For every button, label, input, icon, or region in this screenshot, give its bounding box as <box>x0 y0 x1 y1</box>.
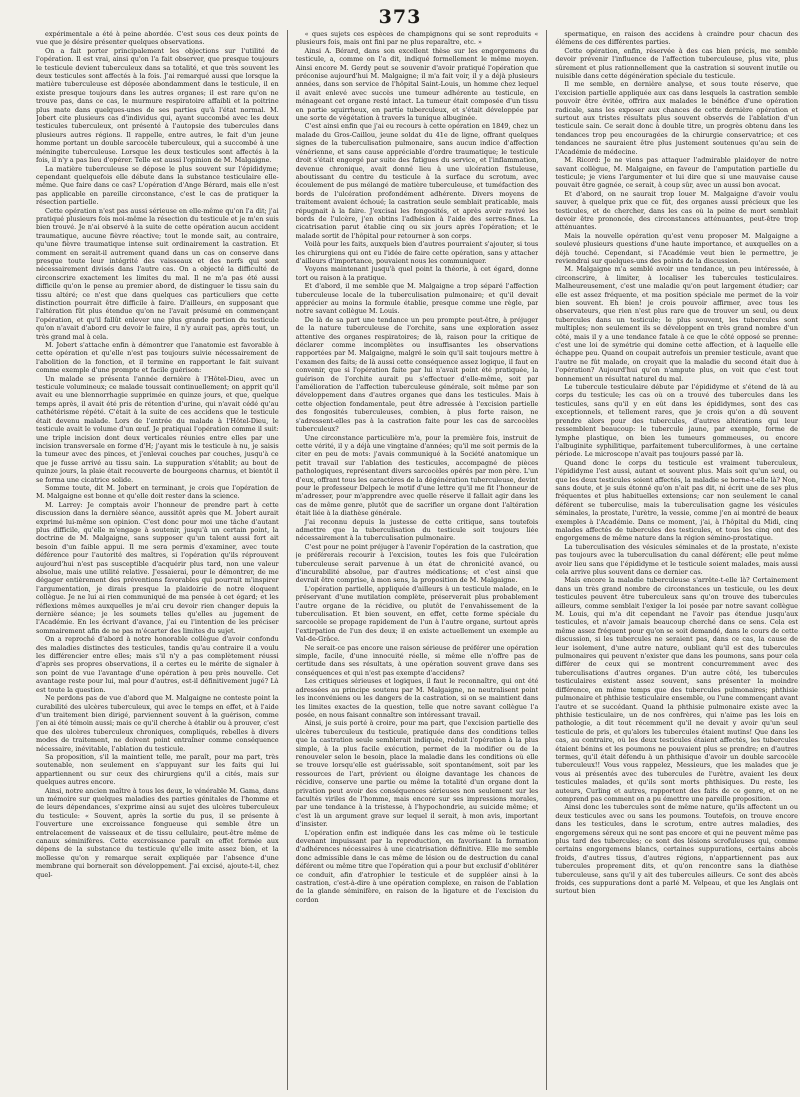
paragraph: M. Jobert s'attache enfin à démontrer que l'anatomie est favorable à cette opération et qu'elle n'est pas toujours suivie nécessairement de l'abolition de la fonction, et il termine en rapportant le fait suivant comme exemple d'une prompte et facile guérison: <box>36 341 279 375</box>
paragraph: expérimentale a été à peine abordée. C'est sous ces deux points de vue que je désire présenter quelques observations. <box>36 30 279 47</box>
paragraph: Et d'abord, on ne saurait trop louer M. Malgaigne d'avoir voulu sauver, à quelque prix que ce fût, des organes aussi précieux que les testicules, et de chercher, dans les cas où la peine de mort semblait devoir être prononcée, des circonstances atténuantes, peut-être trop atténuantes. <box>555 189 798 232</box>
paragraph: L'opération partielle, appliquée d'ailleurs à un testicule malade, en le préservant d'une mutilation complète, préserverait plus probablement l'autre organe de la récidive, ou plutôt de l'envahissement de la tuberculisation. Et bien souvent, en effet, cette forme spéciale du sarcocèle se propage rapidement de l'un à l'autre organe, surtout après l'extirpation de l'un des deux; il en existe actuellement un exemple au Val-de-Grâce. <box>295 584 539 644</box>
paragraph: Somme toute, dit M. Jobert en terminant, je crois que l'opération de M. Malgaigne est bonne et qu'elle doit rester dans la science. <box>36 483 279 501</box>
paragraph: Une circonstance particulière m'a, pour la première fois, instruit de cette vérité, il y a déjà une vingtaine d'années; qu'il me soit permis de la citer en peu de mots: j'avais communiqué à la Société anatomique un petit travail sur l'ablation des testicules, accompagné de pièces pathologiques, représentant divers sarcocèles opérés par mon père. L'un d'eux, offrant tous les caractères de la dégénération tuberculeuse, devint pour le professeur Delpech le motif d'une lettre qu'il me fit l'honneur de m'adresser, pour m'apprendre avec quelle réserve il fallait agir dans les cas de même genre, plutôt que de sacrifier un organe dont l'altération était liée à la diathèse générale. <box>295 433 539 518</box>
paragraph: M. Ricord: Je ne viens pas attaquer l'admirable plaidoyer de notre savant collègue, M. Malgaigne, en faveur de l'amputation partielle du testicule; je viens l'argumenter et lui dire que si une mauvaise cause pouvait être gagnée, ce serait, à coup sûr, avec un aussi bon avocat. <box>555 156 798 190</box>
paragraph: Cette opération, enfin, réservée à des cas bien précis, me semble devoir prévenir l'influence de l'affection tuberculeuse, plus vite, plus sûrement et plus rationnellement que la castration si souvent inutile ou nuisible dans cette dégénération spéciale du testicule. <box>555 46 798 81</box>
paragraph: Mais encore la maladie tuberculeuse s'arrête-t-elle là? Certainement dans un très grand nombre de circonstances un testicule, ou les deux testicules peuvent être tuberculeux sans qu'on trouve des tubercules ailleurs, comme semblait l'exiger la loi posée par notre savant collègue M. Louis, qui m'a dit cependant ne l'avoir pas étendue jusqu'aux testicules, et n'avoir jamais beaucoup cherché dans ce sens. Cela est même assez fréquent pour qu'on se soit demandé, dans le cours de cette discussion, si les tubercules ne seraient pas, dans ce cas, la cause de leur isolement, d'une autre nature, oubliant qu'il est des tubercules pulmonaires qui peuvent n'exister que dans les poumons, sans pour cela différer de ceux qui se montrent concurremment avec des tuberculisations d'autres organes. D'un autre côté, les tubercules testiculaires existent assez souvent, sans présenter la moindre différence, en même temps que des tubercules pulmonaires; phthisie pulmonaire et phthisie testiculaire ensemble, ou l'une commençant avant l'autre et se succédant. Quand la phthisie pulmonaire existe avec la phthisie testiculaire, un de nos confrères, qui n'aime pas les lois en pathologie, a dit tout récemment qu'il ne devait y avoir qu'un seul testicule de pris, et qu'alors les tubercules étaient mutins! Que dans les cas, au contraire, où les deux testicules étaient affectés, les tubercules étaient bénins et les poumons ne pouvaient plus se prendre; en d'autres termes, qu'il était défendu à un phthisique d'avoir un double sarcocèle tuberculeux!! Vous vous rappelez, Messieurs, que les malades que je vous ai présentés avec des tubercules de l'urètre, avaient les deux testicules malades, et qu'ils sont morts phthisiques. Du reste, les auteurs, Curling et autres, rapportent des faits de ce genre, et on ne comprend pas comment on a pu émettre une pareille proposition. <box>555 576 798 803</box>
paragraph: spermatique, en raison des accidens à craindre pour chacun des élémens de ces différentes parties. <box>555 30 798 47</box>
paragraph: La matière tuberculeuse se dépose le plus souvent sur l'épididyme; cependant quelquefois elle débute dans la substance testiculaire elle-même. Que faire dans ce cas? L'opération d'Ange Bérard, mais elle n'est pas applicable en pareille circonstance, c'est le cas de pratiquer la résection partielle. <box>36 164 279 207</box>
paragraph: Voilà pour les faits, auxquels bien d'autres pourraient s'ajouter, si tous les chirurgiens qui ont eu l'idée de faire cette opération, sans y attacher d'ailleurs d'importance, pouvaient nous les communiquer. <box>295 240 539 265</box>
paragraph: Ainsi, je suis porté à croire, pour ma part, que l'excision partielle des ulcères tuberculeux du testicule, pratiquée dans des conditions telles que la castration seule semblerait indiquée, réduit l'opération à la plus simple, à la plus facile exécution, permet de la modifier ou de la renouveler selon le besoin, place la maladie dans les conditions où elle se trouve lorsqu'elle est guérissable, soit spontanément, soit par les ressources de l'art, prévient ou éloigne davantage les chances de récidive, conserve une partie ou même la totalité d'un organe dont la privation peut avoir des conséquences sérieuses non seulement sur les facultés viriles de l'homme, mais encore sur ses impressions morales, par une tendance à la tristesse, à l'hypochondrie, au suicide même; et c'est là un argument grave sur lequel il serait, à mon avis, important d'insister. <box>295 719 539 829</box>
paragraph: Cette opération n'est pas aussi sérieuse en elle-même qu'on l'a dit; j'ai pratiqué plusieurs fois moi-même la résection du testicule et je m'en suis bien trouvé. Je n'ai observé à la suite de cette opération aucun accident traumatique, aucune fièvre réactive; tout le monde sait, au contraire, qu'une fièvre traumatique intense suit ordinairement la castration. Et comment en serait-il autrement quand dans un cas on conserve dans presque toute leur intégrité des vaisseaux et des nerfs qui sont nécessairement divisés dans l'autre cas. On a objecté la difficulté de circonscrire exactement les limites du mal. Il ne m'a pas été aussi difficile qu'on le pense au premier abord, de distinguer le tissu sain du tissu altéré; ce n'est que dans quelques cas particuliers que cette distinction pourrait être difficile à faire. D'ailleurs, en supposant que l'altération fût plus étendue qu'on ne l'avait présumé en commençant l'opération, et qu'il fallût enlever une plus grande portion du testicule qu'on n'avait d'abord cru devoir le faire, il n'y aurait pas, après tout, un très grand mal à cela. <box>36 206 279 341</box>
paragraph: On a fait porter principalement les objections sur l'utilité de l'opération. Il est vrai, ainsi qu'on l'a fait observer, que presque toujours le testicule devient tuberculeux dans sa totalité, et que très souvent les deux testicules sont affectés à la fois. J'ai remarqué aussi que lorsque la matière tuberculeuse est déposée abondamment dans le testicule, il en existe presque toujours dans les autres organes; il est rare qu'on ne trouve pas, dans ce cas, le murmure respiratoire affaibli et la poitrine plus mate dans quelques-unes de ses parties qu'à l'état normal. M. Jobert cite plusieurs cas d'individus qui, ayant succombé avec les deux testicules tuberculeux, ont présenté à l'autopsie des tubercules dans plusieurs autres régions. Il rappelle, entre autres, le fait d'un jeune homme portant un double sarcocèle tuberculeux, qui a succombé à une méningite tuberculeuse. Lorsque les deux testicules sont affectés à la fois, il n'y a pas lieu d'opérer. Telle est aussi l'opinion de M. Malgaigne. <box>36 46 279 165</box>
paragraph: Il me semble, en dernière analyse, et sous toute réserve, que l'excision partielle appliquée aux cas dans lesquels la castration semble pouvoir être évitée, offrira aux malades le bénéfice d'une opération radicale, sans les exposer aux chances de cette dernière opération et surtout aux tristes résultats plus souvent observés de l'ablation d'un testicule sain. Ce serait donc à double titre, un progrès obtenu dans les tendances trop peu encouragées de la chirurgie conservatrice; et ces tendances ne sauraient être plus justement soutenues qu'au sein de l'Académie de médecine. <box>555 80 798 156</box>
paragraph: Sa proposition, s'il la maintient telle, me paraît, pour ma part, très soutenable, non seulement en s'appuyant sur les faits qui lui appartiennent ou sur ceux des chirurgiens qu'il a cités, mais sur quelques autres encore. <box>36 752 279 787</box>
paragraph: « ques sujets ces espèces de champignons qui se sont reproduits « plusieurs fois, mais ont fini par ne plus reparaître, etc. » <box>295 30 539 47</box>
paragraph: Voyons maintenant jusqu'à quel point la théorie, à cet égard, donne tort ou raison à la pratique. <box>295 265 539 282</box>
paragraph: C'est ainsi enfin que j'ai eu recours à cette opération en 1849, chez un malade du Gros-Caillou, jeune soldat du 41e de ligne, offrant quelques signes de la tuberculisation pulmonaire, sans aucun indice d'affection vénérienne, et sans cause appréciable d'ordre traumatique; le testicule droit s'était engorgé par suite des fatigues du service, et l'inflammation, devenue chronique, avait donné lieu à une ulcération fistuleuse, aboutissant du centre du testicule à la surface du scrotum, avec écoulement de pus mélangé de matière tuberculeuse, et tuméfaction des bords de l'ulcération profondément adhérente. Divers moyens de traitement avaient échoué; la castration seule semblait praticable, mais répugnait à la faire. J'excisai les fongosités, et après avoir ravivé les bords de l'ulcère, j'en obtins l'adhésion à l'aide des serres-fines. La cicatrisation parut établie cinq ou six jours après l'opération; et le malade sortit de l'hôpital pour retourner à son corps. <box>295 122 539 240</box>
paragraph: Quand donc le corps du testicule est vraiment tuberculeux, l'épididyme l'est aussi, autant et souvent plus. Mais soit qu'un seul, ou que les deux testicules soient affectés, la maladie se borne-t-elle là? Non, sans doute, et je suis étonné qu'on n'ait pas dit, ni écrit une de ses plus fréquentes et plus habituelles extensions; car non seulement le canal déférent se tuberculise, mais la tuberculisation gagne les vésicules séminales, la prostate, l'urètre, la vessie, comme j'en ai montré de beaux exemples à l'Académie. Dans ce moment, j'ai, à l'hôpital du Midi, cinq malades affectés de tubercules des testicules, et tous les cinq ont des engorgemens de même nature dans la région sémino-prostatique. <box>555 458 798 543</box>
paragraph: Mais la nouvelle opération qu'est venu proposer M. Malgaigne a soulevé plusieurs questions d'une haute importance, et auxquelles on a déjà touché. Cependant, si l'Académie veut bien le permettre, je reviendrai sur quelques-uns des points de la discussion. <box>555 231 798 265</box>
paragraph: Ainsi A. Bérard, dans son excellent thèse sur les engorgemens du testicule, a, comme on l'a dit, indiqué formellement le même moyen. Ainsi encore M. Gerdy peut se souvenir d'avoir pratiqué l'opération que préconise aujourd'hui M. Malgaigne; il m'a fait voir, il y a déjà plusieurs années, dans son service de l'hôpital Saint-Louis, un homme chez lequel il avait enlevé avec succès une tumeur adhérente au testicule, en ménageant cet organe resté intact. La tumeur était composée d'un tissu en partie squirrheux, en partie tuberculeux, et s'était développée par une sorte de végétation à travers la tunique albuginée. <box>295 46 539 123</box>
paragraph: De là de sa part une tendance un peu prompte peut-être, à préjuger de la nature tuberculeuse de l'orchite, sans une exploration assez attentive des organes respiratoires; de là, raison pour la critique de déclarer comme incomplètes ou insuffisantes les observations rapportées par M. Malgaigne, malgré le soin qu'il sait toujours mettre à l'examen des faits; de là aussi cette conséquence assez logique, il faut en convenir, que si l'opération faite par lui n'avait point été pratiquée, la guérison de l'orchite aurait pu s'effectuer d'elle-même, soit par l'amélioration de l'affection tuberculeuse générale, soit même par son développement dans d'autres organes que dans les testicules. Mais à cette objection fondamentale, peut être adressée à l'excision partielle des fongosités tuberculeuses, combien, à plus forte raison, ne s'adressent-elles pas à la castration faite pour les cas de sarcocèles tuberculeux? <box>295 315 539 434</box>
paragraph: La tuberculisation des vésicules séminales et de la prostate, n'existe pas toujours avec la tuberculisation du canal déférent; elle peut même avoir lieu sans que l'épididyme et le testicule soient malades, mais aussi cela arrive plus souvent dans ce dernier cas. <box>555 542 798 576</box>
column-right <box>555 30 798 1090</box>
paragraph: J'ai reconnu depuis la justesse de cette critique, sans toutefois admettre que la tuberculisation du testicule soit toujours liée nécessairement à la tuberculisation pulmonaire. <box>295 517 539 543</box>
column-middle <box>296 30 539 1090</box>
paragraph: Le tubercule testiculaire débute par l'épididyme et s'étend de là au corps du testicule; les cas où on a trouvé des tubercules dans les testicules, sans qu'il y en eût dans les épididymes, sont des cas exceptionnels, et tellement rares, que je crois qu'on a dû souvent prendre alors pour des tubercules, d'autres altérations qui leur ressemblent beaucoup: le tubercule jaune, par exemple, forme de lymphe plastique, on bien les tumeurs gommeuses, ou encore l'albuginite syphilitique, parfaitement tuberculiformes, à une certaine période. Le microscope n'avait pas toujours passé par là. <box>555 383 798 459</box>
paragraph: Les critiques sérieuses et logiques, il faut le reconnaître, qui ont été adressées au principe soutenu par M. Malgaigne, ne neutralisent point les inconvéniens ou les dangers de la castration, si on se maintient dans les limites exactes de la question, telle que notre savant collègue l'a posée, en nous faisant connaître son intéressant travail. <box>295 677 539 719</box>
paragraph: M. Malgaigne m'a semblé avoir une tendance, un peu intéressée, à circonscrire, à limiter, à localiser les tubercules testiculaires. Malheureusement, c'est une maladie qu'on peut largement étudier; car elle est assez fréquente, et ma position spéciale me permet de la voir bien souvent. Eh bien! je crois pouvoir affirmer, avec tous les observateurs, que rien n'est plus rare que de trouver un seul, ou deux tubercules dans un testicule; le plus souvent, les tubercules sont multiples; non seulement ils se développent en très grand nombre d'un côté, mais il y a une tendance fatale à ce que le côté opposé se prenne: c'est une loi de symétrie qui domine cette affection, et à laquelle elle échappe peu. Quand on coupait autrefois un premier testicule, avant que l'autre ne fût malade, on croyait que la maladie du second était due à l'opération? Aujourd'hui qu'on n'ampute plus, on voit que c'est tout bonnement un résultat naturel du mal. <box>555 265 798 383</box>
article-body <box>36 30 798 1090</box>
paragraph: On a reproché d'abord à notre honorable collègue d'avoir confondu des maladies distinctes des testicules, tandis qu'au contraire il a voulu les différencier entre elles; mais s'il n'y a pas complètement réussi d'après ses propres observations, il a certes eu le mérite de signaler à son point de vue l'avantage d'une opération à peu près nouvelle. Cet avantage reste pour lui, mal pour d'autres, est-il définitivement jugé? Là est toute la question. <box>36 635 279 694</box>
paragraph: Ainsi donc les tubercules sont de même nature, qu'ils affectent un ou deux testicules avec ou sans les poumons. Toutefois, on trouve encore dans les testicules, dans le scrotum, entre autres maladies, des engorgemens séreux qui ne sont pas encore et qui ne peuvent même pas plus tard des tubercules; ce sont des lésions scrofuleuses qui, comme certains engorgemens blancs, certaines suppurations, certains abcès froids, d'autres tissus, d'autres régions, n'appartiennent pas aux tubercules proprement dits, et qu'on rencontre sans la diathèse tuberculeuse, sans qu'il y ait des tubercules ailleurs. Ce sont des abcès froids, ces suppurations dont a parlé M. Velpeau, et que les Anglais ont surtout bien <box>555 803 798 896</box>
column-divider <box>287 30 288 1090</box>
page-number: 373 <box>378 6 422 28</box>
paragraph: Un malade se présenta l'année dernière à l'Hôtel-Dieu, avec un testicule volumineux; ce malade toussait continuellement; on apprit qu'il avait eu une blennorrhagie supprimée en quinze jours, et que, quelque temps après, il avait été pris de rétention d'urine, qui n'avait cédé qu'au cathétérisme répété. C'était à la suite de ces accidens que le testicule était devenu malade. Lors de l'entrée du malade à l'Hôtel-Dieu, le testicule avait le volume d'un œuf. Je pratiquai l'opération comme il suit: une triple incision dont deux verticales réunies entre elles par une incision transversale en forme d'H; j'ayant mis le testicule à nu, je saisis la tumeur avec des pinces, et j'enlevai couches par couches, jusqu'à ce que je fusse arrivé au tissu sain. La suppuration s'établit; au bout de quinze jours, la plaie était recouverte de bourgeons charnus, et bientôt il se forma une cicatrice solide. <box>36 374 279 484</box>
paragraph: C'est pour ne point préjuger à l'avenir l'opération de la castration, que je préférerais recourir à l'excision, toutes les fois que l'ulcération tuberculeuse serait parvenue à un état de chronicité avancé, ou d'incurabilité absolue, par d'autres médications; et c'est ainsi que devrait être comprise, à mon sens, la proposition de M. Malgaigne. <box>295 542 539 585</box>
paragraph: Ainsi, notre ancien maître à tous les deux, le vénérable M. Gama, dans un mémoire sur quelques maladies des parties génitales de l'homme et de leurs dépendances, s'exprime ainsi au sujet des ulcères tuberculeux du testicule: « Souvent, après la sortie du pus, il se présente à l'ouverture une excroissance fongueuse qui semble être un entrelacement de vaisseaux et de tissu cellulaire, peut-être même de canaux séminifères. Cette excroissance paraît en effet formée aux dépens de la substance du testicule qu'elle imite assez bien, et la mollesse qu'on y remarque serait expliquée par l'absence d'une membrane qui bornerait son développement. J'ai excisé, ajoute-t-il, chez quel- <box>36 786 279 879</box>
paragraph: Ne perdons pas de vue d'abord que M. Malgaigne ne conteste point la curabilité des ulcères tuberculeux, qui avec le temps en effet, et à l'aide d'un traitement bien dirigé, parviennent souvent à la guérison, comme j'en ai été témoin aussi; mais ce qu'il cherche à établir ou à prouver, c'est que des ulcères tuberculeux chroniques, compliqués, rebelles à divers modes de traitement, ne doivent point entraîner comme conséquence nécessaire, inévitable, l'ablation du testicule. <box>36 694 279 753</box>
paragraph: Et d'abord, il me semble que M. Malgaigne a trop séparé l'affection tuberculeuse locale de la tuberculisation pulmonaire; et qu'il devait apprécier au moins la formule établie, presque comme une règle, par notre savant collègue M. Louis. <box>295 282 539 316</box>
paragraph: M. Larrey: Je comptais avoir l'honneur de prendre part à cette discussion dans la dernière séance, aussitôt après que M. Jobert aurait exprimé lui-même son opinion. C'est donc pour moi une tâche d'autant plus difficile, qu'elle m'engage à soutenir, jusqu'à un certain point, la doctrine de M. Malgaigne, sans supposer qu'un talent aussi fort ait besoin d'un faible appui. Il me sera permis d'examiner, avec toute déférence pour l'autorité des maîtres, si l'opération qu'ils réprouvent aujourd'hui n'est pas susceptible d'acquérir plus tard, non une valeur absolue, mais une utilité relative. J'essaierai, pour le démontrer, de me dégager entièrement des préventions favorables qui pourrait m'inspirer l'argumentation, je dirais presque la plaidoirie de notre éloquent collègue. Je ne lui ai rien communiqué de ma pensée à cet égard; et les réflexions mêmes auxquelles je m'ai cru devoir rien changer depuis la dernière séance; je les soumets telles qu'elles au jugement de l'Académie. En les écrivant d'avance, j'ai eu l'intention de les préciser sommairement afin de ne pas m'écarter des limites du sujet. <box>36 500 279 635</box>
column-divider <box>546 30 547 1090</box>
paragraph: Ne serait-ce pas encore une raison sérieuse de préférer une opération simple, facile, d'une innocuité réelle, si même elle n'offre pas de certitude dans ses résultats, à une opération souvent grave dans ses conséquences et qui n'est pas exempte d'accidens? <box>295 643 539 677</box>
paragraph: L'opération enfin est indiquée dans les cas même où le testicule devenant impuissant par la reproduction, en favorisant la formation d'adhérences nécessaires à une cicatrisation définitive. Elle me semble donc admissible dans le cas même de lésion ou de destruction du canal déférent ou même titre que l'opération qui a pour but exclusif d'oblitérer ce conduit, afin d'atrophier le testicule et de suppléer ainsi à la castration, c'est-à-dire à une opération complexe, en raison de l'ablation de la glande séminifère, en raison de la ligature et de l'excision du cordon <box>295 828 539 904</box>
column-left <box>36 30 279 1090</box>
